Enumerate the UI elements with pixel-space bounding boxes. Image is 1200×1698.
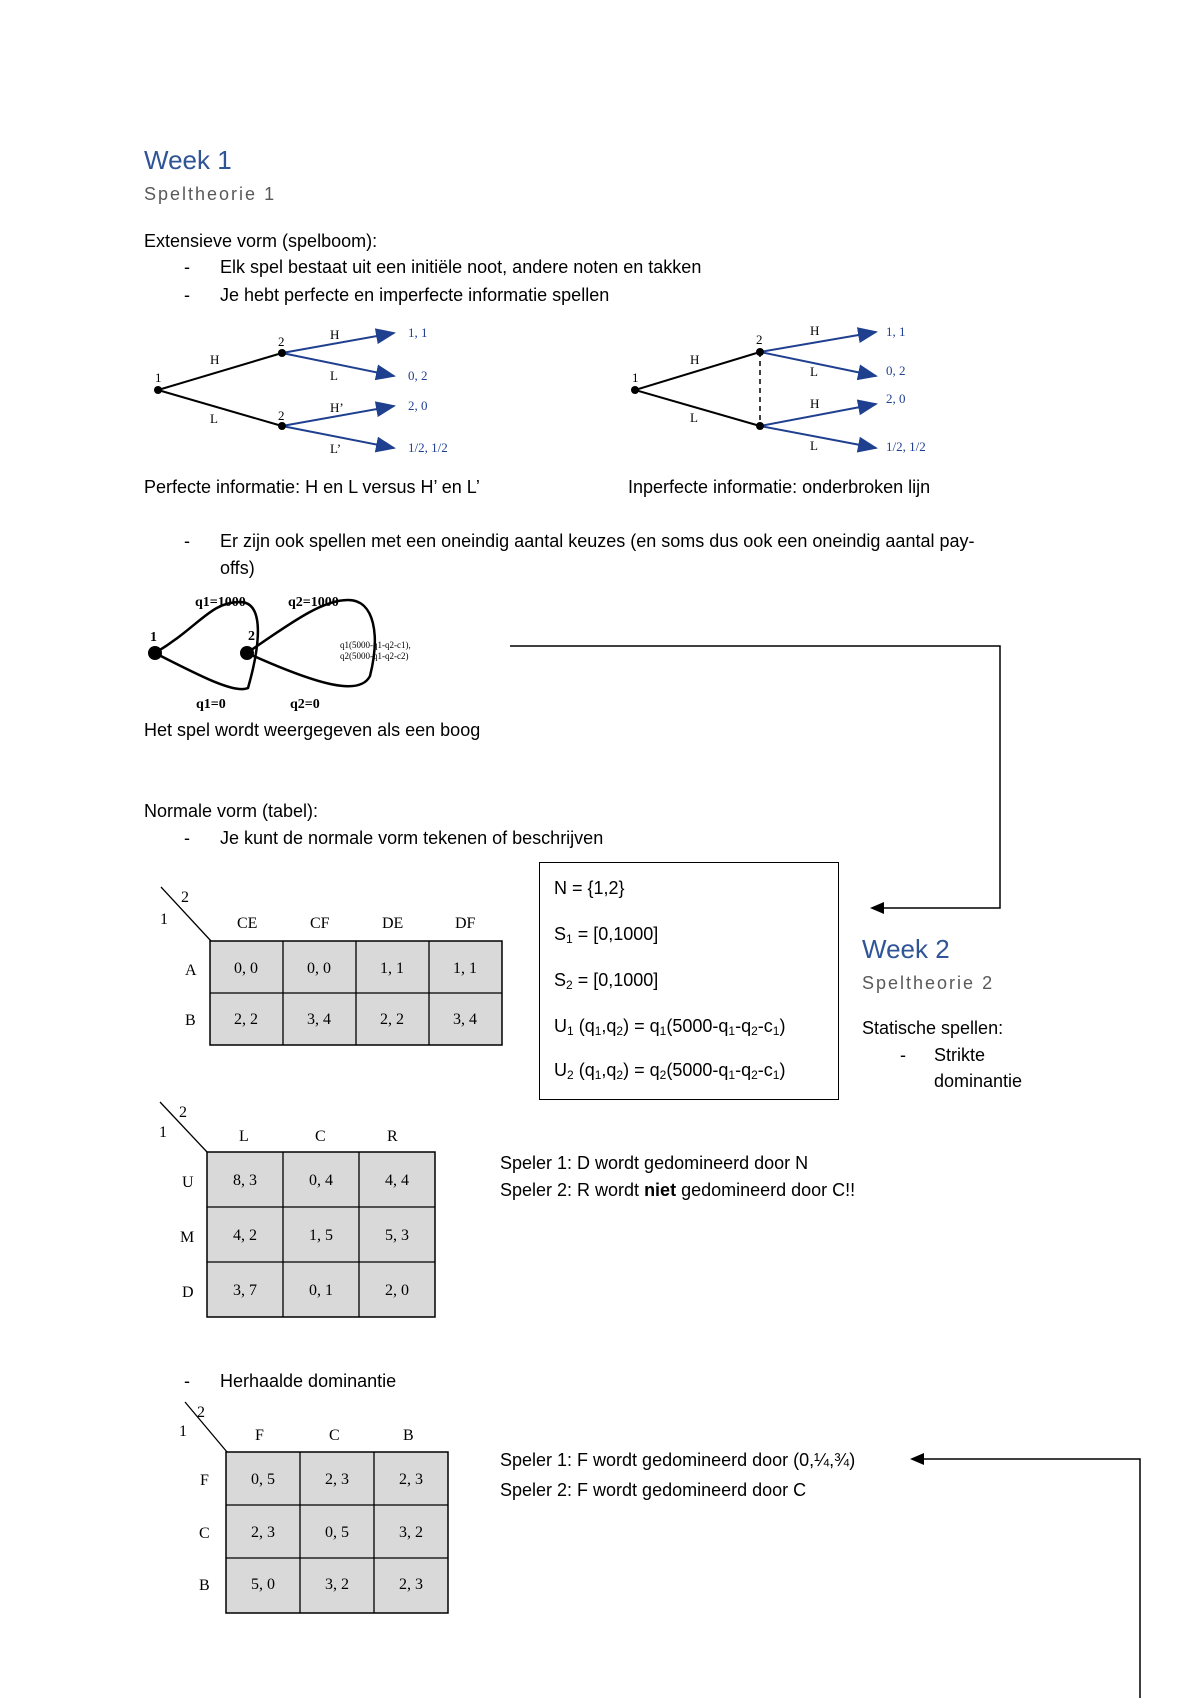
table-cell: 5, 3 xyxy=(385,1227,409,1244)
table-cell: 2, 3 xyxy=(399,1471,423,1488)
bullet-text: Strikte xyxy=(934,1045,986,1065)
table-cell: 3, 2 xyxy=(325,1576,349,1593)
formula-u1: $U_1$ $(q_1,q_2) = q_1(5000-q_1-q_2-c_1)$ xyxy=(554,1016,786,1038)
row-header: U xyxy=(182,1174,194,1191)
table-cell: 0, 1 xyxy=(309,1282,333,1299)
col-header: B xyxy=(403,1427,414,1444)
tree-label: L xyxy=(210,411,218,426)
bullet-text: Je hebt perfecte en imperfecte informatie spellen xyxy=(220,285,610,305)
arc-label: q2=0 xyxy=(290,697,320,712)
col-header: DF xyxy=(455,915,476,932)
tree-node xyxy=(756,422,764,430)
game-node xyxy=(148,646,162,660)
bullet-text-continued: dominantie xyxy=(934,1071,1023,1091)
payoff-label: 1, 1 xyxy=(408,325,428,340)
payoff-label: 0, 2 xyxy=(886,363,906,378)
tree-label: H’ xyxy=(330,400,344,415)
week1-title: Week 1 xyxy=(144,145,232,175)
col-player-label: 2 xyxy=(179,1104,187,1121)
normal-form-table-1 xyxy=(155,885,515,1050)
row-player-label: 1 xyxy=(179,1423,187,1440)
row-player-label: 1 xyxy=(160,911,168,928)
table-cell: 2, 3 xyxy=(251,1524,275,1541)
arc-label: 1 xyxy=(150,630,157,645)
table-cell: 2, 0 xyxy=(385,1282,409,1299)
col-player-label: 2 xyxy=(181,889,189,906)
table-cell: 0, 5 xyxy=(325,1524,349,1541)
row-header: B xyxy=(199,1577,210,1594)
tree-node xyxy=(631,386,639,394)
col-player-label: 2 xyxy=(197,1404,205,1421)
bullet-text: Elk spel bestaat uit een initiële noot, andere noten en takken xyxy=(220,257,702,277)
week2-heading: Statische spellen: xyxy=(862,1018,1004,1038)
tree-label: H xyxy=(810,323,820,338)
tree-node xyxy=(278,349,286,357)
arrow-head-icon xyxy=(910,1453,924,1465)
table-cell: 4, 2 xyxy=(233,1227,257,1244)
tree-label: 2 xyxy=(278,334,285,349)
imperfect-caption: Inperfecte informatie: onderbroken lijn xyxy=(628,477,931,497)
formula-s1: $S_1 = [0,1000]$ xyxy=(554,924,659,946)
tree-label: L xyxy=(330,368,338,383)
arc-player1 xyxy=(155,602,258,689)
row-header: D xyxy=(182,1284,194,1301)
extensive-heading: Extensieve vorm (spelboom): xyxy=(144,231,378,251)
table-cell: 5, 0 xyxy=(251,1576,275,1593)
col-header: CF xyxy=(310,915,330,932)
arc-label: 2 xyxy=(248,629,255,644)
dominance-note-1: Speler 1: D wordt gedomineerd door N xyxy=(500,1153,809,1173)
col-header: F xyxy=(255,1427,264,1444)
tree-node xyxy=(154,386,162,394)
tree-label: 1 xyxy=(632,370,639,385)
bullet-dash: - xyxy=(900,1045,906,1065)
table-cell: 1, 1 xyxy=(453,960,477,977)
tree-label: 2 xyxy=(278,408,285,423)
table-cell: 2, 2 xyxy=(234,1011,258,1028)
arrow-head-icon xyxy=(870,902,884,914)
table-cell: 3, 4 xyxy=(307,1011,331,1028)
normal-form-table-3 xyxy=(175,1400,455,1620)
tree-label: 2 xyxy=(756,332,763,347)
table-cell: 0, 0 xyxy=(307,960,331,977)
row-player-label: 1 xyxy=(159,1124,167,1141)
arc-game-diagram xyxy=(140,586,480,712)
payoff-label: 2, 0 xyxy=(408,398,428,413)
bullet-text: Je kunt de normale vorm tekenen of beschrijven xyxy=(220,828,604,848)
col-header: CE xyxy=(237,915,258,932)
row-header: F xyxy=(200,1472,209,1489)
table-cell: 4, 4 xyxy=(385,1172,409,1189)
table-cell: 3, 4 xyxy=(453,1011,477,1028)
row-header: B xyxy=(185,1012,196,1029)
tree-edge xyxy=(282,353,394,376)
formula-u2: $U_2$ $(q_1,q_2) = q_2(5000-q_1-q_2-c_1)$ xyxy=(554,1060,786,1082)
tree-label: L xyxy=(810,364,818,379)
arc-payoff: q1(5000-q1-q2-c1), xyxy=(340,640,411,650)
tree-label: 1 xyxy=(155,370,162,385)
arc-caption: Het spel wordt weergegeven als een boog xyxy=(144,720,481,740)
arc-label: q1=1000 xyxy=(195,595,246,610)
col-header: C xyxy=(315,1128,326,1145)
tree-node xyxy=(756,348,764,356)
week2-title: Week 2 xyxy=(862,934,950,964)
tree-edge xyxy=(760,352,876,376)
table-cell: 2, 3 xyxy=(325,1471,349,1488)
row-header: A xyxy=(185,962,197,979)
bullet-text-continued: offs) xyxy=(220,558,255,578)
row-header: C xyxy=(199,1525,210,1542)
table-cell: 0, 0 xyxy=(234,960,258,977)
col-header: DE xyxy=(382,915,404,932)
formula-n: N = {1,2} xyxy=(554,878,625,898)
col-header: R xyxy=(387,1128,398,1145)
bullet-text: Er zijn ook spellen met een oneindig aantal keuzes (en soms dus ook een oneindig aantal pay- xyxy=(220,531,975,551)
tree-label: H xyxy=(810,396,820,411)
table-cell: 0, 5 xyxy=(251,1471,275,1488)
table-cell: 1, 1 xyxy=(380,960,404,977)
tree-label: L’ xyxy=(330,441,342,456)
bullet-text: Herhaalde dominantie xyxy=(220,1371,397,1391)
col-header: L xyxy=(239,1128,249,1145)
table-diagonal xyxy=(185,1402,227,1452)
payoff-label: 1/2, 1/2 xyxy=(408,440,448,455)
tree-edge xyxy=(760,426,876,448)
tree-edge xyxy=(158,353,282,390)
tree-node xyxy=(278,422,286,430)
table-cell: 1, 5 xyxy=(309,1227,333,1244)
arc-payoff: q2(5000-q1-q2-c2) xyxy=(340,651,409,661)
table-cell: 2, 2 xyxy=(380,1011,404,1028)
table-cell: 2, 3 xyxy=(399,1576,423,1593)
tree-label: L xyxy=(810,438,818,453)
imperfect-info-tree xyxy=(630,318,950,460)
payoff-label: 1, 1 xyxy=(886,324,906,339)
dominance-note-4: Speler 2: F wordt gedomineerd door C xyxy=(500,1480,807,1500)
tree-label: L xyxy=(690,410,698,425)
payoff-label: 0, 2 xyxy=(408,368,428,383)
table-cell: 8, 3 xyxy=(233,1172,257,1189)
table-cell: 3, 7 xyxy=(233,1282,257,1299)
arc-label: q1=0 xyxy=(196,697,226,712)
tree-label: H xyxy=(210,352,220,367)
payoff-label: 1/2, 1/2 xyxy=(886,439,926,454)
table-cell: 3, 2 xyxy=(399,1524,423,1541)
col-header: C xyxy=(329,1427,340,1444)
perfect-caption: Perfecte informatie: H en L versus H’ en L’ xyxy=(144,477,480,497)
game-node xyxy=(240,646,254,660)
week2-subtitle: Speltheorie 2 xyxy=(862,973,995,993)
week1-subtitle: Speltheorie 1 xyxy=(144,184,277,204)
formula-s2: $S_2 = [0,1000]$ xyxy=(554,970,659,992)
tree-label: H xyxy=(330,327,340,342)
payoff-label: 2, 0 xyxy=(886,391,906,406)
normal-heading: Normale vorm (tabel): xyxy=(144,801,319,821)
arc-label: q2=1000 xyxy=(288,595,339,610)
dominance-note-3: Speler 1: F wordt gedomineerd door (0,¼,¾) xyxy=(500,1450,856,1470)
normal-form-table-2 xyxy=(155,1100,455,1320)
tree-label: H xyxy=(690,352,700,367)
dominance-note-2: Speler 2: R wordt niet gedomineerd door C!! xyxy=(500,1180,856,1200)
row-header: M xyxy=(180,1229,195,1246)
table-cell: 0, 4 xyxy=(309,1172,333,1189)
tree-edge xyxy=(158,390,282,426)
connector-arrow-2 xyxy=(900,1450,1150,1698)
perfect-info-tree xyxy=(150,320,480,460)
formula-box xyxy=(539,862,839,1100)
